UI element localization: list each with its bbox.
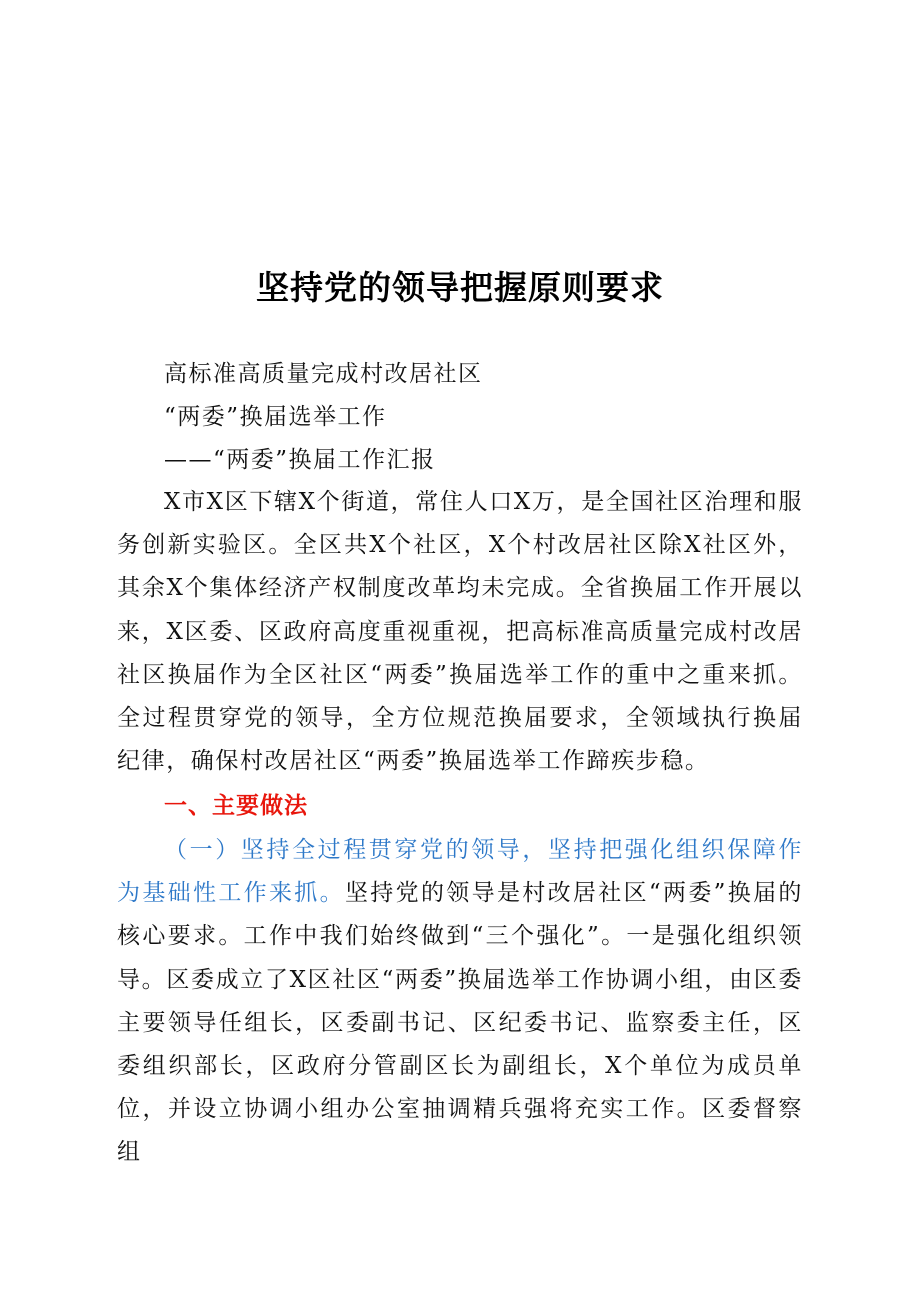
subtitle-line-1: 高标准高质量完成村改居社区: [164, 361, 483, 387]
subsection-paragraph: [117, 829, 803, 1175]
subsection-heading: （一）坚持全过程贯穿党的领导，坚持把强化组织保障作为基础性工作来抓。: [117, 837, 803, 907]
subtitle-line-3: ——“两委”换届工作汇报: [164, 447, 436, 473]
document-title: 坚持党的领导把握原则要求: [256, 268, 664, 307]
intro-paragraph: X市X区下辖X个街道，常住人口X万，是全国社区治理和服务创新实验区。全区共X个社区，X个村改居社区除X社区外，其余X个集体经济产权制度改革均未完成。全省换届工作开展以来，X区委、区政府高度重视重视，把高标准高质量完成村改居社区换届作为全区社区“两委”换届选举工作的重中之重来抓。全过程贯穿党的领导，全方位规范换届要求，全领域执行换届纪律，确保村改居社区“两委”换届选举工作蹄疾步稳。: [117, 489, 803, 775]
section-heading-main-practices: 一、主要做法: [164, 793, 308, 819]
subsection-body: 坚持党的领导是村改居社区“两委”换届的核心要求。工作中我们始终做到“三个强化”。一是强化组织领导。区委成立了X区社区“两委”换届选举工作协调小组，由区委主要领导任组长，区委副书记、区纪委书记、监察委主任，区委组织部长，区政府分管副区长为副组长，X个单位为成员单位，并设立协调小组办公室抽调精兵强将充实工作。区委督察组: [117, 880, 803, 1166]
subtitle-line-2: “两委”换届选举工作: [164, 404, 387, 430]
